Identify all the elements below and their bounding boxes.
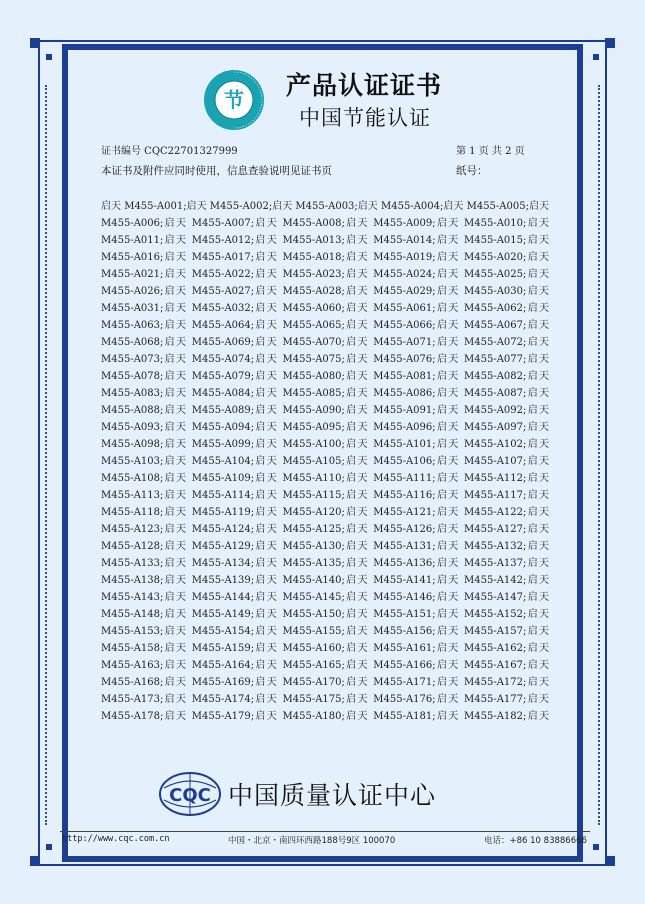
frame-top-bar: [62, 44, 583, 50]
corner-square: [605, 38, 615, 48]
model-line: M455-A026;启天 M455-A027;启天 M455-A028;启天 M455-A029;启天 M455-A030;启天: [101, 286, 549, 297]
certificate-subtitle: 中国节能认证: [299, 106, 431, 130]
corner-square: [593, 844, 599, 850]
certificate-title: 产品认证证书: [286, 71, 443, 100]
model-line: M455-A168;启天 M455-A169;启天 M455-A170;启天 M455-A171;启天 M455-A172;启天: [101, 677, 549, 688]
model-line: M455-A016;启天 M455-A017;启天 M455-A018;启天 M455-A019;启天 M455-A020;启天: [101, 252, 549, 263]
model-line: M455-A088;启天 M455-A089;启天 M455-A090;启天 M455-A091;启天 M455-A092;启天: [101, 405, 549, 416]
footer-phone: 电话：+86 10 83886666: [484, 836, 587, 846]
frame-bottom-bar: [62, 856, 583, 862]
model-line: M455-A063;启天 M455-A064;启天 M455-A065;启天 M455-A066;启天 M455-A067;启天: [101, 320, 549, 331]
model-line: M455-A093;启天 M455-A094;启天 M455-A095;启天 M455-A096;启天 M455-A097;启天: [101, 422, 549, 433]
model-line: M455-A138;启天 M455-A139;启天 M455-A140;启天 M455-A141;启天 M455-A142;启天: [101, 575, 549, 586]
model-line: M455-A153;启天 M455-A154;启天 M455-A155;启天 M455-A156;启天 M455-A157;启天: [101, 626, 549, 637]
corner-square: [46, 54, 52, 60]
footer-website: http://www.cqc.com.cn: [62, 834, 170, 844]
model-line: M455-A118;启天 M455-A119;启天 M455-A120;启天 M455-A121;启天 M455-A122;启天: [101, 507, 549, 518]
model-line: M455-A083;启天 M455-A084;启天 M455-A085;启天 M455-A086;启天 M455-A087;启天: [101, 388, 549, 399]
corner-square: [46, 844, 52, 850]
model-line: M455-A021;启天 M455-A022;启天 M455-A023;启天 M455-A024;启天 M455-A025;启天: [101, 269, 549, 280]
frame-dots-left: [45, 85, 47, 825]
footer-divider: [60, 831, 590, 832]
model-line: M455-A073;启天 M455-A074;启天 M455-A075;启天 M455-A076;启天 M455-A077;启天: [101, 354, 549, 365]
certificate-number: 证书编号 CQC22701327999: [101, 146, 238, 157]
cqc-logo-text: CQC: [169, 785, 211, 806]
model-line: M455-A098;启天 M455-A099;启天 M455-A100;启天 M455-A101;启天 M455-A102;启天: [101, 439, 549, 450]
model-line: M455-A103;启天 M455-A104;启天 M455-A105;启天 M455-A106;启天 M455-A107;启天: [101, 456, 549, 467]
model-line: M455-A163;启天 M455-A164;启天 M455-A165;启天 M455-A166;启天 M455-A167;启天: [101, 660, 549, 671]
model-line: M455-A123;启天 M455-A124;启天 M455-A125;启天 M455-A126;启天 M455-A127;启天: [101, 524, 549, 535]
corner-square: [605, 856, 615, 866]
model-line: M455-A006;启天 M455-A007;启天 M455-A008;启天 M455-A009;启天 M455-A010;启天: [101, 218, 549, 229]
corner-square: [30, 38, 40, 48]
model-line: M455-A108;启天 M455-A109;启天 M455-A110;启天 M455-A111;启天 M455-A112;启天: [101, 473, 549, 484]
model-line: M455-A178;启天 M455-A179;启天 M455-A180;启天 M455-A181;启天 M455-A182;启天: [101, 711, 549, 722]
model-list: [101, 198, 549, 725]
footer-address: 中国・北京・南四环西路188号9区 100070: [228, 836, 396, 846]
model-line: M455-A078;启天 M455-A079;启天 M455-A080;启天 M455-A081;启天 M455-A082;启天: [101, 371, 549, 382]
model-line: M455-A031;启天 M455-A032;启天 M455-A060;启天 M455-A061;启天 M455-A062;启天: [101, 303, 549, 314]
model-line: M455-A133;启天 M455-A134;启天 M455-A135;启天 M455-A136;启天 M455-A137;启天: [101, 558, 549, 569]
energy-conservation-logo: [202, 68, 266, 132]
model-line: M455-A148;启天 M455-A149;启天 M455-A150;启天 M455-A151;启天 M455-A152;启天: [101, 609, 549, 620]
model-line: M455-A128;启天 M455-A129;启天 M455-A130;启天 M455-A131;启天 M455-A132;启天: [101, 541, 549, 552]
frame-dots-right: [598, 85, 600, 825]
model-line: M455-A011;启天 M455-A012;启天 M455-A013;启天 M455-A014;启天 M455-A015;启天: [101, 235, 549, 246]
ticket-label: 纸号：: [456, 165, 488, 177]
model-line: M455-A173;启天 M455-A174;启天 M455-A175;启天 M455-A176;启天 M455-A177;启天: [101, 694, 549, 705]
issuer-name: 中国质量认证中心: [228, 781, 437, 810]
usage-note: 本证书及附件应同时使用，信息查验说明见证书页: [101, 165, 332, 177]
corner-square: [593, 54, 599, 60]
corner-square: [30, 856, 40, 866]
model-line: M455-A113;启天 M455-A114;启天 M455-A115;启天 M455-A116;启天 M455-A117;启天: [101, 490, 549, 501]
model-line: M455-A143;启天 M455-A144;启天 M455-A145;启天 M455-A146;启天 M455-A147;启天: [101, 592, 549, 603]
model-line: 启天 M455-A001;启天 M455-A002;启天 M455-A003;启天 M455-A004;启天 M455-A005;启天: [101, 201, 549, 212]
logo-glyph: 节: [224, 88, 244, 112]
page-info: 第 1 页 共 2 页: [456, 146, 525, 157]
model-line: M455-A068;启天 M455-A069;启天 M455-A070;启天 M455-A071;启天 M455-A072;启天: [101, 337, 549, 348]
cqc-logo: [158, 770, 222, 818]
model-line: M455-A158;启天 M455-A159;启天 M455-A160;启天 M455-A161;启天 M455-A162;启天: [101, 643, 549, 654]
